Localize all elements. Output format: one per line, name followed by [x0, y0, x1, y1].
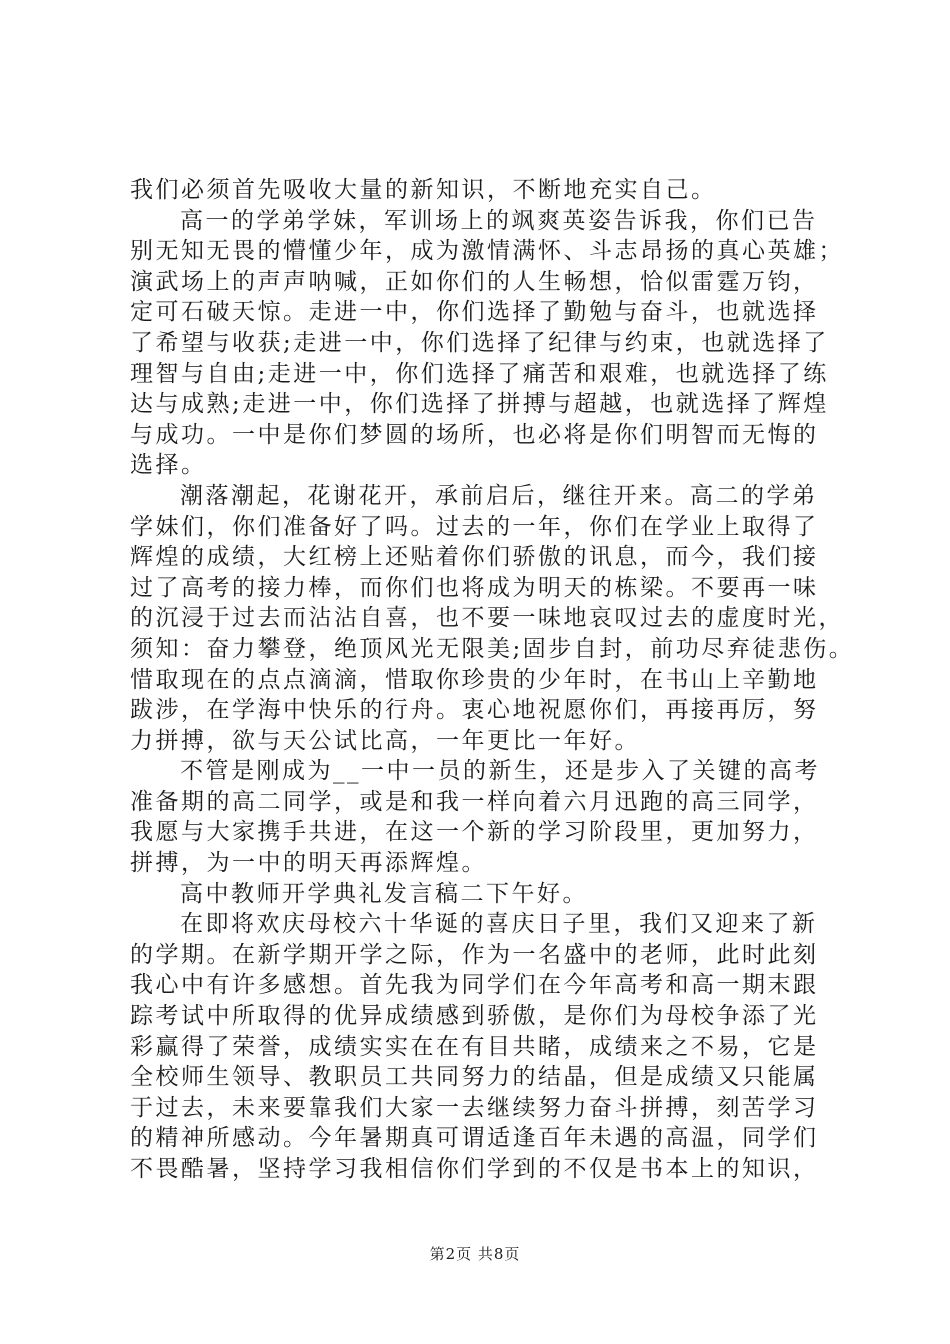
- text-line: 在即将欢庆母校六十华诞的喜庆日子里，我们又迎来了新: [180, 911, 818, 938]
- text-line: 彩赢得了荣誉，成绩实实在在有目共睹，成绩来之不易，它是: [130, 1033, 819, 1060]
- text-line: 与成功。一中是你们梦圆的场所，也必将是你们明智而无悔的: [130, 421, 819, 448]
- page-footer: 第2页 共8页: [429, 1245, 521, 1263]
- text-line: 踪考试中所取得的优异成绩感到骄傲，是你们为母校争添了光: [130, 1003, 819, 1030]
- text-line: 跋涉，在学海中快乐的行舟。衷心地祝愿你们，再接再厉，努: [130, 697, 819, 724]
- text-line: 不畏酷暑，坚持学习我相信你们学到的不仅是书本上的知识，: [130, 1156, 819, 1182]
- text-line: 我们必须首先吸收大量的新知识，不断地充实自己。: [130, 177, 717, 203]
- text-line: 辉煌的成绩，大红榜上还贴着你们骄傲的讯息，而今，我们接: [130, 544, 819, 571]
- text-line: 全校师生领导、教职员工共同努力的结晶，但是成绩又只能属: [130, 1064, 819, 1091]
- text-line: 不管是刚成为__一中一员的新生，还是步入了关键的高考: [180, 758, 820, 785]
- text-line: 须知：奋力攀登，绝顶风光无限美;固步自封，前功尽弃徒悲伤。: [130, 635, 855, 662]
- text-line: 惜取现在的点点滴滴，惜取你珍贵的少年时，在书山上辛勤地: [130, 666, 819, 693]
- text-line: 的沉浸于过去而沾沾自喜，也不要一味地哀叹过去的虚度时光，: [130, 605, 844, 632]
- text-line: 别无知无畏的懵懂少年，成为激情满怀、斗志昂扬的真心英雄；: [130, 238, 844, 265]
- text-line: 选择。: [130, 452, 207, 479]
- text-line: 拼搏，为一中的明天再添辉煌。: [130, 850, 487, 877]
- text-line: 于过去，未来要靠我们大家一去继续努力奋斗拼搏，刻苦学习: [130, 1094, 819, 1121]
- text-line: 力拼搏，欲与天公试比高，一年更比一年好。: [130, 727, 640, 754]
- text-line: 的精神所感动。今年暑期真可谓适逢百年未遇的高温，同学们: [130, 1125, 819, 1152]
- text-line: 学妹们，你们准备好了吗。过去的一年，你们在学业上取得了: [130, 513, 819, 540]
- text-line: 演武场上的声声呐喊，正如你们的人生畅想，恰似雷霆万钧，: [130, 268, 819, 295]
- text-line: 的学期。在新学期开学之际，作为一名盛中的老师，此时此刻: [130, 941, 819, 968]
- body-text: [130, 175, 860, 1185]
- text-line: 高一的学弟学妹，军训场上的飒爽英姿告诉我，你们已告: [180, 207, 818, 234]
- text-line: 我心中有许多感想。首先我为同学们在今年高考和高一期末跟: [130, 972, 819, 999]
- text-line: 准备期的高二同学，或是和我一样向着六月迅跑的高三同学，: [130, 788, 819, 815]
- text-line: 理智与自由;走进一中，你们选择了痛苦和艰难，也就选择了练: [130, 360, 829, 387]
- text-line: 了希望与收获;走进一中，你们选择了纪律与约束，也就选择了: [130, 329, 829, 356]
- text-line: 我愿与大家携手共进，在这一个新的学习阶段里，更加努力，: [130, 819, 819, 846]
- text-line: 达与成熟;走进一中，你们选择了拼搏与超越，也就选择了辉煌: [130, 391, 829, 418]
- text-line: 定可石破天惊。走进一中，你们选择了勤勉与奋斗，也就选择: [130, 299, 819, 326]
- text-line: 潮落潮起，花谢花开，承前启后，继往开来。高二的学弟: [180, 482, 818, 509]
- text-line: 过了高考的接力棒，而你们也将成为明天的栋梁。不要再一味: [130, 574, 819, 601]
- text-line: 高中教师开学典礼发言稿二下午好。: [180, 880, 588, 907]
